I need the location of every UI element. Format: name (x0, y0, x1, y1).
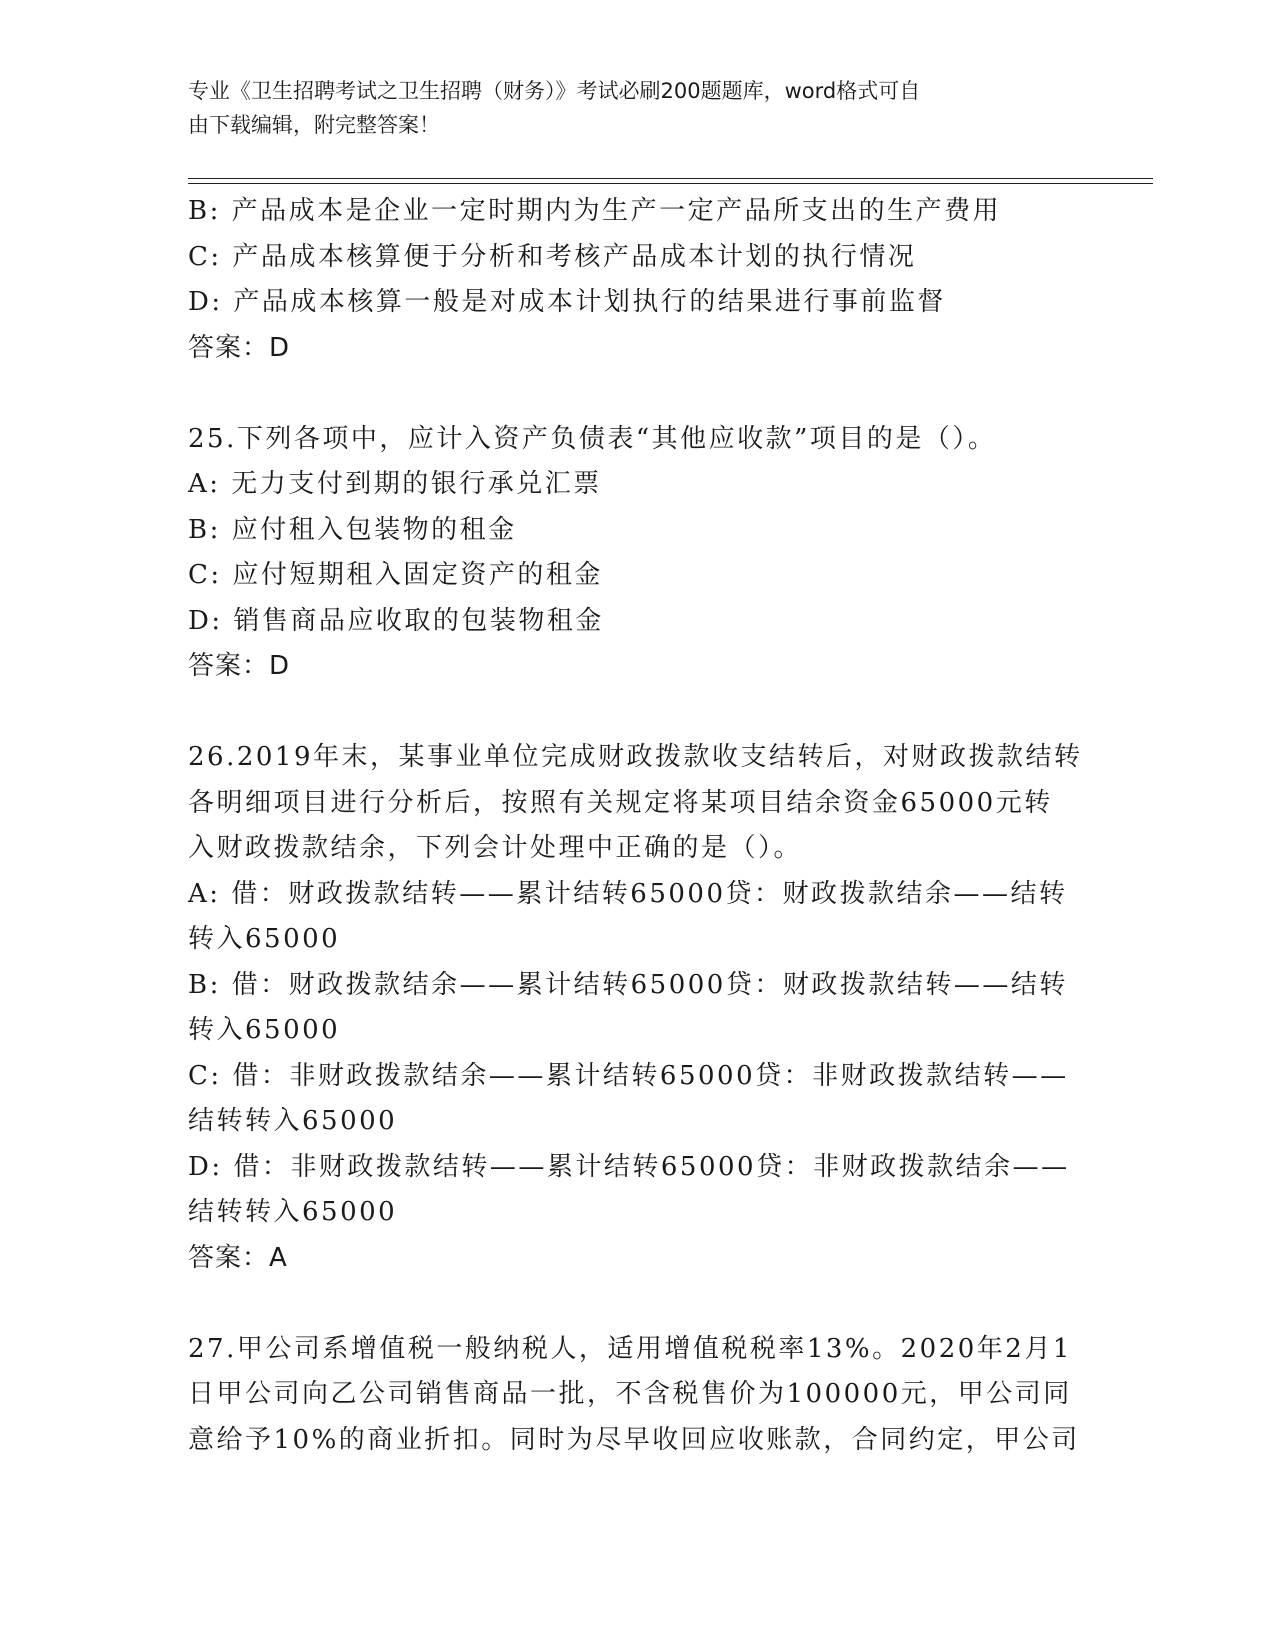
option-b-line: 转入65000 (188, 1015, 341, 1045)
option-b-line: B: 借：财政拨款结余——累计结转65000贷：财政拨款结转——结转 (188, 969, 1068, 1000)
answer: 答案：D (188, 651, 291, 681)
question-25 (188, 417, 1088, 690)
spacer (188, 371, 1088, 417)
question-stem: 25.下列各项中，应计入资产负债表“其他应收款”项目的是（）。 (188, 423, 997, 454)
option-d-line: 结转转入65000 (188, 1197, 398, 1227)
header-rule-top (188, 178, 1153, 179)
question-27 (188, 1327, 1088, 1464)
document-header (188, 74, 1068, 142)
answer: 答案：D (188, 332, 291, 363)
spacer (188, 690, 1088, 736)
option-a: A: 无力支付到期的银行承兑汇票 (188, 469, 602, 499)
question-26 (188, 735, 1088, 1281)
question-24-tail (188, 189, 1088, 371)
option-a-line: A: 借：财政拨款结转——累计结转65000贷：财政拨款结余——结转 (188, 878, 1068, 909)
answer: 答案：A (188, 1242, 288, 1273)
option-c-line: C: 借：非财政拨款结余——累计结转65000贷：非财政拨款结转—— (188, 1060, 1069, 1091)
question-stem-line: 日甲公司向乙公司销售商品一批，不含税售价为100000元，甲公司同 (188, 1379, 1072, 1409)
option-c: C: 产品成本核算便于分析和考核产品成本计划的执行情况 (188, 241, 917, 272)
option-a-line: 转入65000 (188, 924, 341, 954)
option-b: B: 产品成本是企业一定时期内为生产一定产品所支出的生产费用 (188, 196, 1002, 226)
header-line-2: 由下载编辑，附完整答案！ (188, 113, 440, 137)
option-c-line: 结转转入65000 (188, 1106, 398, 1136)
question-stem-line: 27.甲公司系增值税一般纳税人，适用增值税税率13%。2020年2月1 (188, 1333, 1072, 1364)
header-line-1: 专业《卫生招聘考试之卫生招聘（财务）》考试必刷200题题库，word格式可自 (188, 79, 921, 103)
document-body (188, 189, 1088, 1463)
option-d: D: 销售商品应收取的包装物租金 (188, 605, 604, 636)
question-stem-line: 各明细项目进行分析后，按照有关规定将某项目结余资金65000元转 (188, 787, 1053, 818)
question-stem-line: 入财政拨款结余，下列会计处理中正确的是（）。 (188, 833, 803, 863)
question-stem-line: 意给予10%的商业折扣。同时为尽早收回应收账款，合同约定，甲公司 (188, 1424, 1080, 1455)
option-c: C: 应付短期租入固定资产的租金 (188, 560, 603, 590)
question-stem-line: 26.2019年末，某事业单位完成财政拨款收支结转后，对财政拨款结转 (188, 742, 1083, 772)
option-d: D: 产品成本核算一般是对成本计划执行的结果进行事前监督 (188, 287, 946, 317)
option-d-line: D: 借：非财政拨款结转——累计结转65000贷：非财政拨款结余—— (188, 1151, 1070, 1182)
spacer (188, 1281, 1088, 1327)
option-b: B: 应付租入包装物的租金 (188, 514, 517, 545)
header-rule-bottom (188, 183, 1153, 184)
